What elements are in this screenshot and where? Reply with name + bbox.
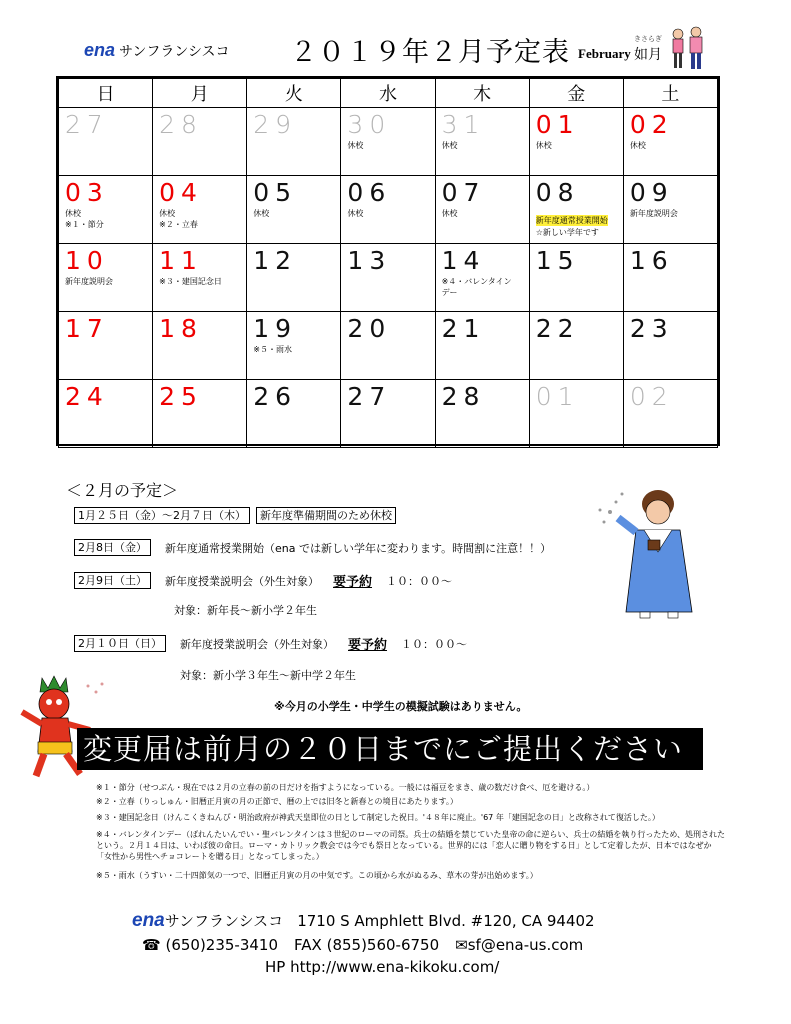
weekday-header: 土 <box>623 79 717 108</box>
calendar-day-cell <box>529 244 623 312</box>
page-title: ２０１９年２月予定表 <box>290 37 570 68</box>
ena-logo: ena <box>84 40 116 60</box>
footer-email[interactable]: sf@ena-us.com <box>467 936 584 954</box>
calendar-day-cell <box>529 176 623 244</box>
calendar-day-cell <box>623 176 717 244</box>
day-number: 31 <box>441 110 486 139</box>
day-number: 15 <box>535 246 580 275</box>
calendar-day-cell <box>59 380 153 448</box>
footer-name: サンフランシスコ <box>164 912 284 930</box>
day-number: 02 <box>629 382 674 411</box>
schedule-date-2: 2月8日（金） <box>74 539 151 556</box>
calendar-day-cell <box>529 312 623 380</box>
calendar <box>56 76 720 446</box>
reservation-required-4: 要予約 <box>348 638 388 653</box>
day-number: 30 <box>347 110 392 139</box>
day-note: 休校 <box>629 141 646 150</box>
calendar-day-cell <box>153 108 247 176</box>
footer-address-line <box>132 910 595 932</box>
day-number: 18 <box>159 314 203 343</box>
schedule-time-3: １０：００～ <box>386 574 453 588</box>
day-number: 07 <box>441 178 486 207</box>
calendar-day-cell <box>341 380 435 448</box>
day-number: 28 <box>441 382 486 411</box>
day-number: 06 <box>347 178 392 207</box>
day-note: 休校 <box>441 141 458 150</box>
calendar-day-cell <box>59 176 153 244</box>
schedule-title: ＜２月の予定＞ <box>66 481 179 500</box>
schedule-item-4 <box>74 634 467 653</box>
footnote-5: ※５・雨水（うすい・二十四節気の一つで、旧暦正月寅の月の中気です。この頃から水がぬるみ、草木の芽が出始めます。） <box>96 871 538 880</box>
calendar-day-cell <box>247 108 341 176</box>
day-number: 13 <box>347 246 392 275</box>
footer-contact-line <box>142 936 583 954</box>
calendar-day-cell <box>341 244 435 312</box>
schedule-time-4: １０：００～ <box>401 637 468 651</box>
calendar-day-cell <box>59 108 153 176</box>
calendar-day-cell <box>623 244 717 312</box>
calendar-day-cell <box>341 108 435 176</box>
day-note: 休校 <box>253 209 270 218</box>
day-number: 02 <box>629 110 674 139</box>
calendar-day-cell <box>59 312 153 380</box>
email-contact <box>455 936 583 954</box>
calendar-week <box>59 244 718 312</box>
day-number: 23 <box>629 314 674 343</box>
footnote-1: ※１・節分（せつぶん・現在では２月の立春の前の日だけを指すようになっている。一般には福豆をまき、歳の数だけ食べ、厄を避ける。） <box>96 783 595 792</box>
footer-hp[interactable]: HP http://www.ena-kikoku.com/ <box>265 958 500 976</box>
calendar-day-cell <box>341 176 435 244</box>
footer-address: 1710 S Amphlett Blvd. #120, CA 94402 <box>297 912 595 930</box>
day-note: 新年度通常授業開始 <box>535 216 608 225</box>
calendar-day-cell <box>247 244 341 312</box>
day-number: 08 <box>535 178 580 207</box>
day-note: ☆新しい学年です <box>535 228 599 237</box>
day-number: 28 <box>159 110 203 139</box>
day-note: ※２・立春 <box>159 220 198 229</box>
footnote-3: ※３・建国記念日（けんこくきねんび・明治政府が神武天皇即位の日として制定した祝日。'４８年に廃止。'67 年「建国記念の日」と改称されて復活した。） <box>96 813 660 822</box>
footnote-2: ※２・立春（りっしゅん・旧暦正月寅の月の正節で、暦の上では旧冬と新春との境目にあたります。） <box>96 797 458 806</box>
day-number: 20 <box>347 314 392 343</box>
brand-header <box>84 40 230 61</box>
calendar-week <box>59 380 718 448</box>
notice-banner: 変更届は前月の２０日までにご提出ください <box>77 728 703 770</box>
calendar-day-cell <box>435 312 529 380</box>
day-number: 11 <box>159 246 203 275</box>
day-note: ※１・節分 <box>65 220 104 229</box>
weekday-header: 水 <box>341 79 435 108</box>
day-note: 新年度説明会 <box>629 209 678 218</box>
day-note: ※３・建国記念日 <box>159 277 222 286</box>
schedule-item-2 <box>74 539 551 556</box>
day-note: 休校 <box>441 209 458 218</box>
day-number: 09 <box>629 178 674 207</box>
calendar-week <box>59 176 718 244</box>
schedule-item-1 <box>74 507 396 524</box>
kids-illustration-icon <box>668 26 710 76</box>
brand-name: サンフランシスコ <box>119 44 230 60</box>
day-number: 01 <box>535 110 580 139</box>
day-note: 休校 <box>347 141 364 150</box>
schedule-target-3: 対象：新年長～新小学２年生 <box>174 604 317 617</box>
schedule-date-3: 2月9日（土） <box>74 572 151 589</box>
day-note: 休校 <box>65 209 81 218</box>
day-number: 04 <box>159 178 203 207</box>
calendar-day-cell <box>623 312 717 380</box>
day-number: 27 <box>347 382 392 411</box>
schedule-text-2: 新年度通常授業開始（ena では新しい学年に変わります。時間割に注意！！） <box>165 541 552 555</box>
day-note: ※５・雨水 <box>253 345 292 354</box>
day-number: 29 <box>253 110 298 139</box>
month-english: February <box>578 46 631 61</box>
day-number: 16 <box>629 246 674 275</box>
day-number: 12 <box>253 246 298 275</box>
calendar-day-cell <box>341 312 435 380</box>
schedule-item-3 <box>74 571 452 590</box>
schedule-text-1: 新年度準備期間のため休校 <box>256 507 396 524</box>
day-note: 休校 <box>347 209 364 218</box>
footer-logo: ena <box>132 910 165 931</box>
calendar-day-cell <box>435 108 529 176</box>
day-number: 21 <box>441 314 486 343</box>
calendar-week <box>59 108 718 176</box>
reservation-required-3: 要予約 <box>333 575 373 590</box>
calendar-table <box>58 78 718 448</box>
calendar-day-cell <box>153 380 247 448</box>
exam-note: ※今月の小学生・中学生の模擬試験はありません。 <box>274 700 528 713</box>
weekday-header: 火 <box>247 79 341 108</box>
calendar-day-cell <box>623 108 717 176</box>
calendar-day-cell <box>247 312 341 380</box>
calendar-day-cell <box>529 380 623 448</box>
day-number: 05 <box>253 178 298 207</box>
day-number: 10 <box>65 246 109 275</box>
day-note: 休校 <box>535 141 552 150</box>
footnote-4: ※４・バレンタインデー（ばれんたいんでい・聖バレンタインは３世紀のローマの司祭。兵士の結婚を禁じていた皇帝の命に逆らい、兵士の結婚を執り行ったため、処刑されたという。２月１４日は、いわば彼の命日。ローマ・カトリック教会では今でも祭日となっている。世界的には「恋人に贈り物をする日」として定着したが、日本ではなぜか「女性から男性へチョコレートを贈る日」となってしまった。） <box>96 830 726 861</box>
schedule-target-4: 対象：新小学３年生～新中学２年生 <box>180 669 356 682</box>
month-ruby: きさらぎ <box>634 35 662 43</box>
day-note: 休校 <box>159 209 176 218</box>
day-number: 25 <box>159 382 203 411</box>
calendar-day-cell <box>153 312 247 380</box>
day-number: 26 <box>253 382 298 411</box>
calendar-day-cell <box>247 380 341 448</box>
calendar-day-cell <box>623 380 717 448</box>
day-number: 24 <box>65 382 109 411</box>
day-number: 22 <box>535 314 580 343</box>
day-number: 01 <box>535 382 580 411</box>
schedule-text-4: 新年度授業説明会（外生対象） <box>180 637 334 651</box>
calendar-day-cell <box>435 380 529 448</box>
day-number: 03 <box>65 178 109 207</box>
calendar-day-cell <box>153 244 247 312</box>
calendar-day-cell <box>529 108 623 176</box>
bean-throwing-boy-icon <box>596 482 706 622</box>
calendar-day-cell <box>247 176 341 244</box>
weekday-header: 月 <box>153 79 247 108</box>
schedule-date-4: 2月１０日（日） <box>74 635 166 652</box>
footer-brand <box>132 910 283 932</box>
weekday-header: 木 <box>435 79 529 108</box>
calendar-week <box>59 312 718 380</box>
schedule-text-3: 新年度授業説明会（外生対象） <box>165 574 319 588</box>
mail-icon: ✉ <box>455 936 468 954</box>
schedule-date-1: 1月２５日（金）～2月７日（木） <box>74 507 250 524</box>
day-note: デー <box>441 288 458 297</box>
calendar-day-cell <box>435 176 529 244</box>
calendar-day-cell <box>59 244 153 312</box>
footer-phone: (650)235-3410 <box>165 936 279 954</box>
month-japanese: 如月 <box>634 47 662 63</box>
day-number: 19 <box>253 314 298 343</box>
calendar-day-cell <box>435 244 529 312</box>
day-note: 新年度説明会 <box>65 277 113 286</box>
phone-contact <box>142 936 278 954</box>
day-number: 27 <box>65 110 109 139</box>
weekday-header: 日 <box>59 79 153 108</box>
footer-fax: FAX (855)560-6750 <box>294 936 440 954</box>
calendar-day-cell <box>153 176 247 244</box>
day-number: 17 <box>65 314 109 343</box>
day-number: 14 <box>441 246 486 275</box>
phone-icon: ☎ <box>142 936 161 954</box>
day-note: ※４・バレンタイン <box>441 277 512 286</box>
weekday-header: 金 <box>529 79 623 108</box>
